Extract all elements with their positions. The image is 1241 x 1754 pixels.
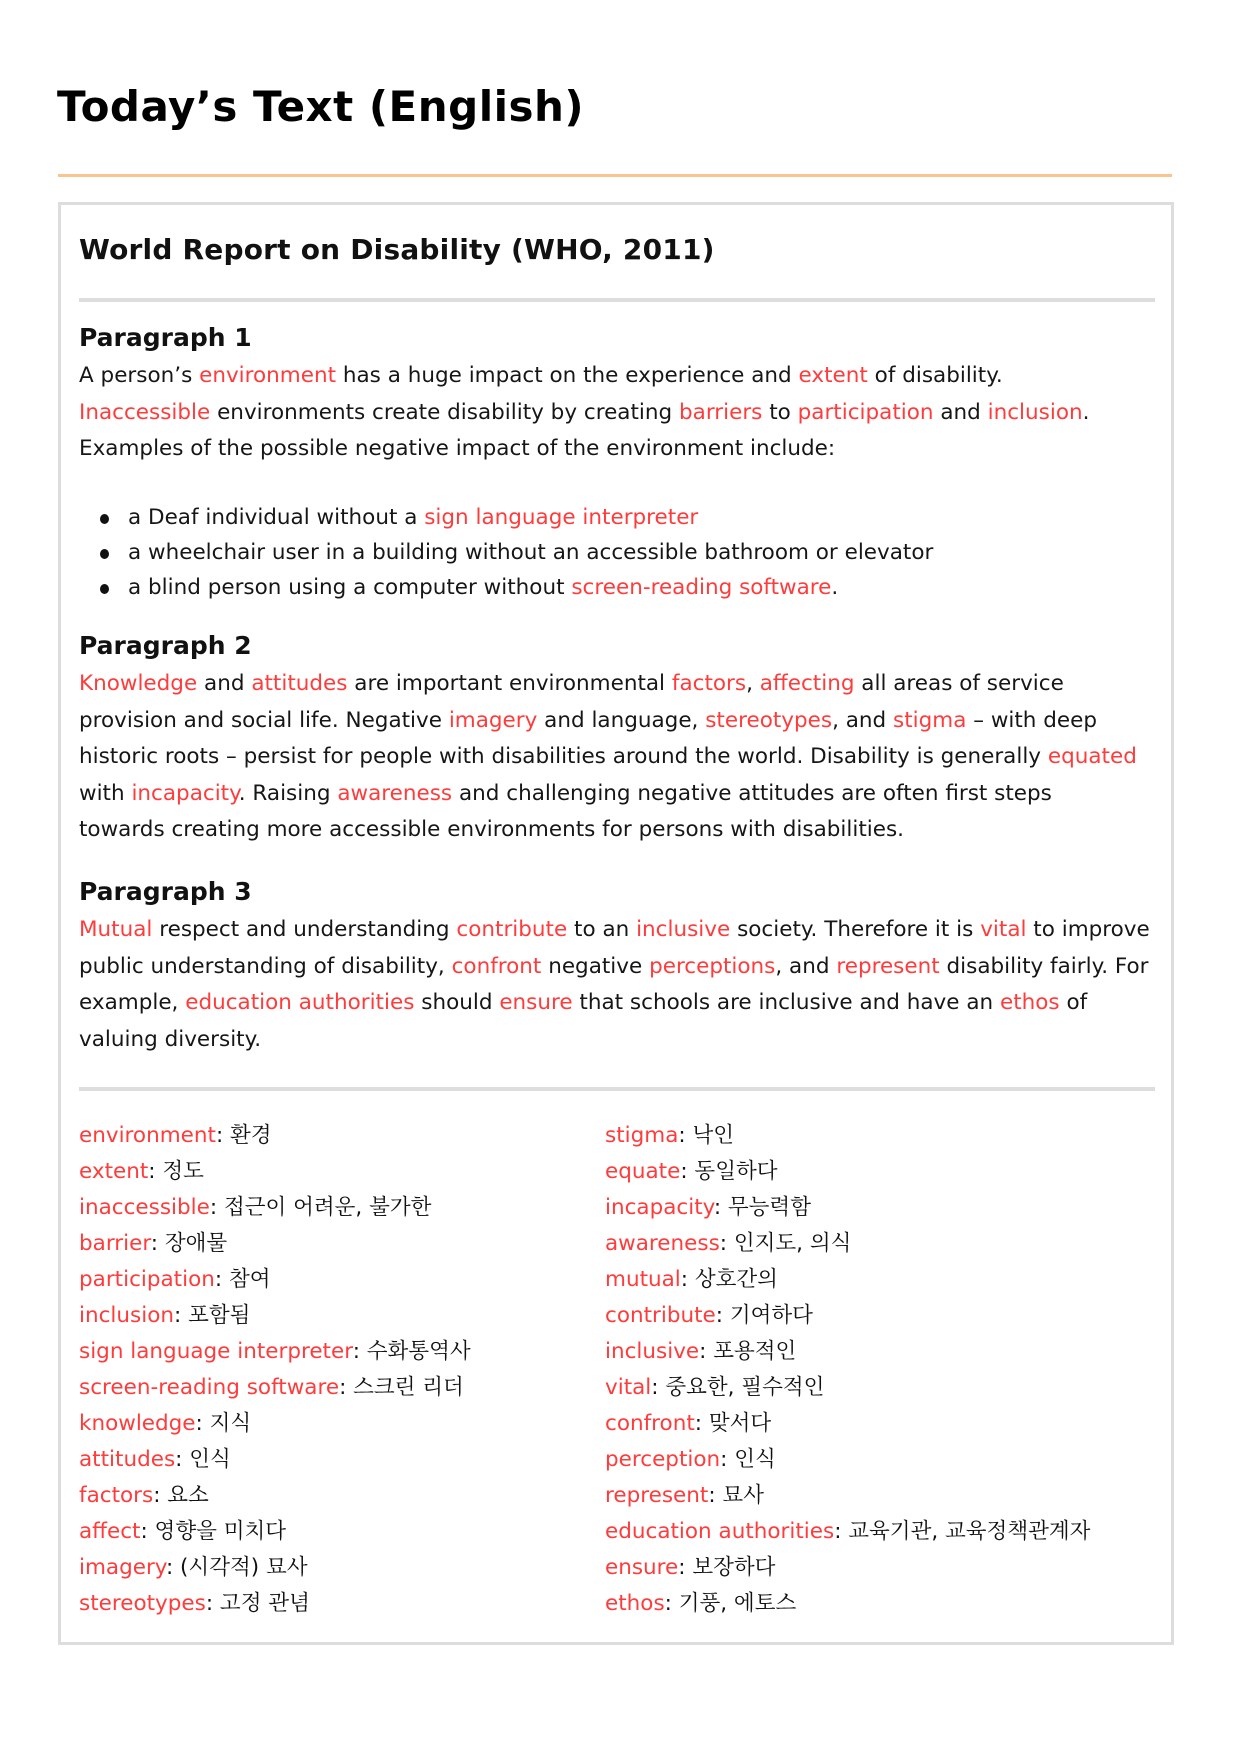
vocab-highlight: ethos: [999, 990, 1060, 1015]
vocab-highlight: education authorities: [185, 990, 415, 1015]
separator: :: [719, 1231, 734, 1256]
separator: :: [214, 1267, 229, 1292]
vocab-highlight: confront: [451, 953, 542, 979]
separator: :: [680, 1159, 695, 1184]
vocab-highlight: ensure: [499, 990, 573, 1015]
glossary-meaning: 기풍, 에토스: [678, 1591, 797, 1616]
glossary-meaning: 동일하다: [694, 1159, 778, 1184]
glossary-entry: [605, 1262, 1090, 1298]
separator: :: [678, 1123, 693, 1148]
text: negative: [541, 953, 650, 979]
glossary-meaning: 인식: [734, 1447, 776, 1472]
glossary-entry: [605, 1442, 1090, 1478]
glossary-meaning: 인식: [189, 1447, 231, 1472]
page-title: Today’s Text (English): [57, 82, 585, 131]
glossary-meaning: (시각적) 묘사: [180, 1555, 308, 1580]
text: disability fairly. For example,: [79, 953, 1149, 1015]
vocab-highlight: perceptions: [649, 953, 776, 979]
bullet-icon: [100, 549, 109, 559]
vocab-highlight: contribute: [456, 917, 568, 942]
separator: :: [165, 1555, 181, 1580]
glossary-term: ensure: [605, 1555, 679, 1580]
glossary-meaning: 낙인: [692, 1123, 734, 1148]
list-item: [79, 570, 933, 605]
glossary-meaning: 장애물: [164, 1231, 228, 1256]
vocab-highlight: attitudes: [251, 671, 348, 696]
glossary-meaning: 포용적인: [713, 1339, 797, 1364]
glossary-entry: [79, 1298, 471, 1334]
text: are important environmental: [347, 671, 672, 696]
title-divider: [58, 174, 1172, 177]
vocab-highlight: extent: [798, 363, 868, 388]
glossary-term: affect: [79, 1519, 141, 1544]
text: .: [831, 575, 839, 600]
glossary-term: inclusion: [79, 1303, 174, 1328]
vocab-highlight: factors: [671, 671, 747, 696]
paragraph-1-heading: Paragraph 1: [79, 323, 252, 352]
vocab-highlight: inclusive: [636, 917, 731, 942]
glossary-meaning: 고정 관념: [219, 1591, 310, 1616]
text: society. Therefore it is: [730, 917, 981, 942]
vocab-highlight: represent: [836, 953, 940, 979]
paragraph-2-heading: Paragraph 2: [79, 631, 252, 660]
glossary-meaning: 환경: [230, 1123, 272, 1148]
vocab-highlight: inclusion: [987, 399, 1083, 425]
card-title: World Report on Disability (WHO, 2011): [79, 233, 715, 266]
glossary-term: perception: [605, 1447, 721, 1472]
glossary-meaning: 영향을 미치다: [154, 1519, 286, 1544]
glossary-entry: [605, 1226, 1090, 1262]
glossary-meaning: 요소: [167, 1483, 209, 1508]
separator: :: [720, 1447, 735, 1472]
glossary-meaning: 인지도, 의식: [733, 1231, 852, 1256]
text: environments create disability by creating: [210, 399, 679, 425]
vocab-highlight: participation: [797, 399, 934, 425]
text: of valuing diversity.: [79, 990, 1088, 1052]
glossary-term: inaccessible: [79, 1195, 210, 1220]
glossary-term: knowledge: [79, 1411, 196, 1436]
glossary-entry: [605, 1514, 1090, 1550]
vocab-highlight: awareness: [337, 780, 453, 806]
glossary-meaning: 중요한, 필수적인: [665, 1375, 825, 1400]
glossary-entry: [605, 1190, 1090, 1226]
text: A person’s: [79, 363, 200, 388]
paragraph-2-body: [79, 666, 1139, 849]
separator: :: [209, 1195, 224, 1220]
glossary-entry: [79, 1550, 471, 1586]
text: has a huge impact on the experience and: [336, 363, 799, 388]
list-item: [79, 535, 933, 570]
glossary-term: factors: [79, 1483, 154, 1508]
glossary-entry: [79, 1406, 471, 1442]
glossary-meaning: 스크린 리더: [353, 1375, 464, 1400]
glossary-meaning: 묘사: [722, 1483, 764, 1508]
glossary-meaning: 교육기관, 교육정책관계자: [848, 1519, 1091, 1544]
glossary-entry: [79, 1262, 471, 1298]
glossary-entry: [79, 1442, 471, 1478]
text: , and: [832, 707, 894, 733]
glossary-entry: [79, 1118, 471, 1154]
separator: :: [680, 1267, 695, 1292]
text: all areas of service provision and social life. Negative: [79, 671, 1064, 733]
bullet-icon: [100, 514, 109, 524]
glossary-term: awareness: [605, 1231, 720, 1256]
glossary-entry: [79, 1190, 471, 1226]
separator: :: [173, 1303, 189, 1328]
text: a wheelchair user in a building without an accessible bathroom or elevator: [128, 540, 934, 565]
reading-card: [58, 202, 1174, 1645]
glossary-term: extent: [79, 1159, 149, 1184]
separator: :: [834, 1519, 849, 1544]
glossary-term: represent: [605, 1483, 709, 1508]
vocab-highlight: Inaccessible: [79, 399, 211, 425]
glossary-term: mutual: [605, 1267, 681, 1292]
vocab-highlight: vital: [980, 917, 1027, 942]
vocab-highlight: incapacity: [131, 780, 239, 806]
glossary-entry: [605, 1586, 1090, 1622]
vocab-highlight: sign language interpreter: [424, 505, 699, 530]
text: . Raising: [238, 780, 338, 806]
paragraph-3-body: [79, 912, 1154, 1058]
separator: :: [195, 1411, 210, 1436]
glossary-meaning: 상호간의: [694, 1267, 778, 1292]
glossary-meaning: 보장하다: [692, 1555, 776, 1580]
glossary-right-column: [605, 1118, 1090, 1622]
text: , and: [775, 953, 837, 979]
text: should: [414, 990, 500, 1015]
glossary-term: imagery: [79, 1555, 166, 1580]
bullet-icon: [100, 584, 109, 594]
separator: :: [150, 1231, 165, 1256]
glossary-left-column: [79, 1118, 471, 1622]
vocab-highlight: Mutual: [79, 917, 153, 942]
glossary-divider: [79, 1087, 1155, 1091]
text: to improve public understanding of disability,: [79, 917, 1150, 979]
text: a blind person using a computer without: [128, 575, 572, 600]
glossary-entry: [605, 1406, 1090, 1442]
glossary-entry: [79, 1586, 471, 1622]
glossary-term: confront: [605, 1411, 695, 1436]
text: – with deep historic roots – persist for people with disabilities around the world. Disability is generally: [79, 707, 1098, 769]
glossary-term: equate: [605, 1159, 681, 1184]
glossary-entry: [605, 1478, 1090, 1514]
glossary-meaning: 정도: [162, 1159, 204, 1184]
separator: :: [699, 1339, 714, 1364]
separator: :: [694, 1411, 709, 1436]
text: to: [762, 399, 798, 425]
vocab-highlight: environment: [199, 363, 337, 388]
paragraph-3-heading: Paragraph 3: [79, 877, 252, 906]
vocab-highlight: Knowledge: [79, 671, 198, 696]
glossary-entry: [79, 1514, 471, 1550]
glossary-meaning: 무능력함: [727, 1195, 811, 1220]
glossary-entry: [79, 1154, 471, 1190]
text: Examples of the possible negative impact of the environment include:: [79, 436, 836, 461]
glossary-entry: [79, 1334, 471, 1370]
text: a Deaf individual without a: [128, 505, 425, 530]
glossary-term: participation: [79, 1267, 215, 1292]
vocab-highlight: imagery: [448, 707, 538, 733]
glossary-entry: [79, 1226, 471, 1262]
glossary-meaning: 지식: [209, 1411, 252, 1436]
glossary-meaning: 포함됨: [188, 1303, 251, 1328]
glossary-term: vital: [605, 1375, 652, 1400]
glossary-entry: [605, 1370, 1090, 1406]
glossary-meaning: 기여하다: [729, 1303, 813, 1328]
glossary-entry: [79, 1370, 471, 1406]
separator: :: [140, 1519, 155, 1544]
separator: :: [148, 1159, 163, 1184]
list-item: [79, 500, 933, 535]
examples-list: [79, 500, 933, 605]
glossary-term: barrier: [79, 1231, 151, 1256]
text: with: [79, 780, 132, 806]
glossary-term: screen-reading software: [79, 1375, 340, 1400]
text: and: [197, 671, 252, 696]
glossary-term: ethos: [605, 1591, 665, 1616]
paragraph-1-body: [79, 358, 1159, 468]
text: to an: [567, 917, 637, 942]
text: and: [933, 399, 988, 425]
glossary-meaning: 맞서다: [708, 1411, 772, 1436]
text: respect and understanding: [152, 917, 457, 942]
separator: :: [713, 1195, 728, 1220]
separator: :: [708, 1483, 723, 1508]
text: and challenging negative attitudes are often first steps towards creating more accessible environments for persons with disabilities.: [79, 780, 1052, 842]
glossary-entry: [605, 1550, 1090, 1586]
text: and language,: [537, 707, 706, 733]
glossary-term: incapacity: [605, 1195, 714, 1220]
glossary-meaning: 참여: [228, 1267, 271, 1292]
glossary-term: sign language interpreter: [79, 1339, 353, 1364]
glossary-entry: [79, 1478, 471, 1514]
vocab-highlight: stereotypes: [705, 707, 833, 733]
separator: :: [205, 1591, 220, 1616]
glossary-meaning: 접근이 어려운, 불가한: [223, 1195, 432, 1220]
glossary-term: attitudes: [79, 1447, 176, 1472]
vocab-highlight: screen-reading software: [571, 575, 832, 600]
glossary-entry: [605, 1334, 1090, 1370]
glossary-entry: [605, 1298, 1090, 1334]
vocab-highlight: barriers: [679, 399, 763, 425]
glossary-meaning: 수화통역사: [366, 1339, 471, 1364]
separator: :: [664, 1591, 679, 1616]
separator: :: [352, 1339, 367, 1364]
separator: :: [651, 1375, 666, 1400]
glossary-entry: [605, 1118, 1090, 1154]
separator: :: [153, 1483, 168, 1508]
separator: :: [715, 1303, 730, 1328]
glossary-term: stereotypes: [79, 1591, 206, 1616]
text: that schools are inclusive and have an: [572, 990, 1000, 1015]
text: ,: [746, 671, 760, 696]
vocab-highlight: equated: [1047, 744, 1137, 769]
separator: :: [339, 1375, 354, 1400]
title-divider-gray: [79, 298, 1155, 302]
vocab-highlight: stigma: [893, 707, 967, 733]
glossary-entry: [605, 1154, 1090, 1190]
separator: :: [678, 1555, 693, 1580]
glossary-term: contribute: [605, 1303, 716, 1328]
text: .: [1082, 399, 1090, 425]
glossary-term: stigma: [605, 1123, 679, 1148]
separator: :: [175, 1447, 190, 1472]
glossary-term: education authorities: [605, 1519, 835, 1544]
glossary-term: environment: [79, 1123, 216, 1148]
separator: :: [215, 1123, 231, 1148]
text: of disability.: [867, 363, 1003, 388]
glossary-term: inclusive: [605, 1339, 700, 1364]
vocab-highlight: affecting: [759, 671, 855, 696]
